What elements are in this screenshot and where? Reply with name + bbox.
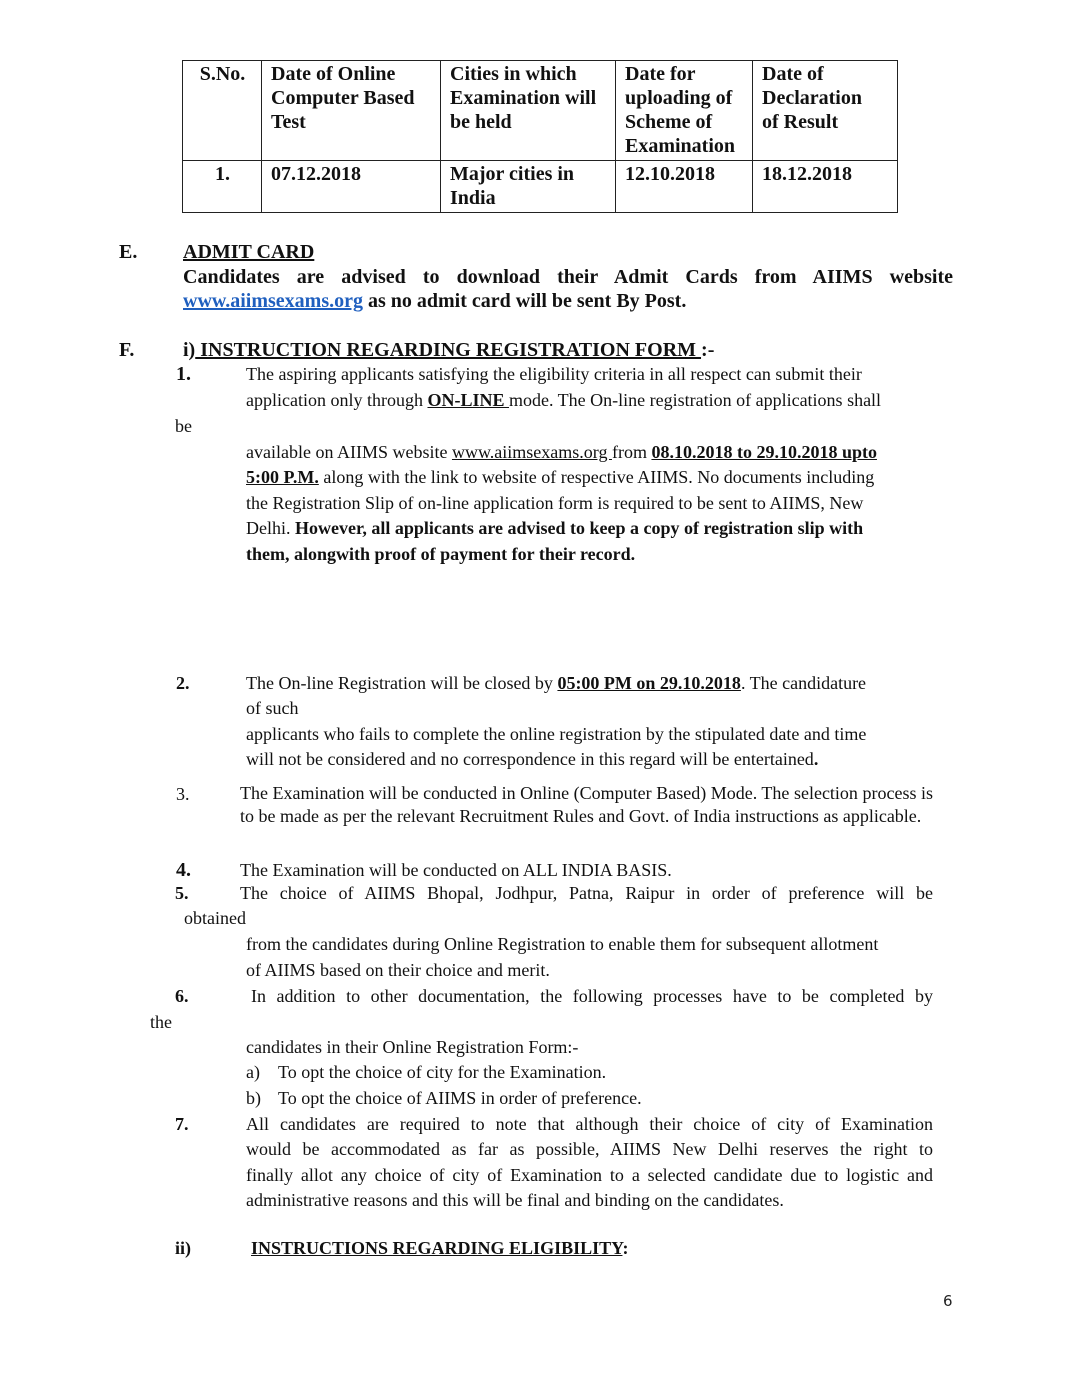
item-2-line3: applicants who fails to complete the online registration by the stipulated date and time [246, 724, 867, 744]
item-1-line1: The aspiring applicants satisfying the eligibility criteria in all respect can submit their [246, 364, 862, 384]
schedule-table [182, 60, 898, 213]
item-6-sub-b-text: To opt the choice of AIIMS in order of preference. [278, 1088, 642, 1108]
section-e-line2: www.aiimsexams.org as no admit card will be sent By Post. [183, 290, 687, 312]
section-e-line1: Candidates are advised to download their Admit Cards from AIIMS website [183, 266, 953, 288]
item-6-number: 6. [175, 986, 189, 1006]
table-row [183, 161, 898, 213]
section-e-title: ADMIT CARD [183, 241, 315, 263]
item-1-number: 1. [176, 363, 191, 385]
item-5-line3: from the candidates during Online Registration to enable them for subsequent allotment [246, 934, 879, 954]
section-e-letter: E. [119, 241, 138, 263]
item-6-line3: candidates in their Online Registration Form:- [246, 1037, 579, 1057]
item-7-number: 7. [175, 1114, 189, 1134]
header-scheme-date: Date for uploading of Scheme of Examination [616, 61, 753, 161]
header-sno: S.No. [183, 61, 262, 161]
item-6-sub-a-text: To opt the choice of city for the Examination. [278, 1062, 607, 1082]
item-1-line2: application only through ON-LINE mode. The On-line registration of applications shall [246, 390, 882, 410]
item-4-text: The Examination will be conducted on ALL INDIA BASIS. [240, 860, 672, 880]
item-7-line2: would be accommodated as far as possible, AIIMS New Delhi reserves the right to [246, 1139, 933, 1159]
item-1-line5: 5:00 P.M. along with the link to website of respective AIIMS. No documents including [246, 467, 875, 487]
item-5-line1: The choice of AIIMS Bhopal, Jodhpur, Patna, Raipur in order of preference will be [240, 883, 933, 903]
cell-result-date: 18.12.2018 [753, 161, 898, 213]
subsection-ii-label: ii) [175, 1238, 191, 1258]
item-2-line4: will not be considered and no correspondence in this regard will be entertained. [246, 749, 819, 769]
item-5-number: 5. [175, 883, 189, 903]
item-2-line1: The On-line Registration will be closed by 05:00 PM on 29.10.2018. The candidature [246, 673, 867, 693]
item-1-line8: them, alongwith proof of payment for their record. [246, 544, 636, 564]
cell-cities: Major cities in India [441, 161, 616, 213]
section-f-heading: i) INSTRUCTION REGARDING REGISTRATION FORM :- [183, 339, 715, 361]
item-6-sub-a-label: a) [246, 1062, 260, 1082]
item-1-line3: be [175, 416, 192, 436]
item-7-line3: finally allot any choice of city of Examination to a selected candidate due to logistic and [246, 1165, 933, 1185]
item-2-number: 2. [176, 673, 190, 693]
item-4-number: 4. [176, 859, 191, 881]
item-5-line4: of AIIMS based on their choice and merit. [246, 960, 550, 980]
item-1-line7: Delhi. However, all applicants are advised to keep a copy of registration slip with [246, 518, 864, 538]
table-header-row [183, 61, 898, 161]
item-5-line2: obtained [184, 908, 246, 928]
item-6-line2: the [150, 1012, 172, 1032]
item-1-line6: the Registration Slip of on-line application form is required to be sent to AIIMS, New [246, 493, 864, 513]
page-number: 6 [943, 1292, 953, 1310]
header-result-date: Date of Declaration of Result [753, 61, 898, 161]
item-7-line1: All candidates are required to note that although their choice of city of Examination [246, 1114, 933, 1134]
item-3-text: The Examination will be conducted in Online (Computer Based) Mode. The selection process is to be made as per the relevant Recruitment Rules and Govt. of India instructions as applicable. [240, 783, 933, 826]
cell-scheme-date: 12.10.2018 [616, 161, 753, 213]
aiims-website-link[interactable]: www.aiimsexams.org [183, 290, 363, 312]
item-1-line4: available on AIIMS website www.aiimsexams.org from 08.10.2018 to 29.10.2018 upto [246, 442, 877, 462]
subsection-ii-heading: INSTRUCTIONS REGARDING ELIGIBILITY: [251, 1238, 629, 1258]
cell-test-date: 07.12.2018 [262, 161, 441, 213]
section-f-letter: F. [119, 339, 135, 361]
header-test-date: Date of Online Computer Based Test [262, 61, 441, 161]
header-cities: Cities in which Examination will be held [441, 61, 616, 161]
item-3-number: 3. [176, 784, 190, 804]
cell-sno: 1. [183, 161, 262, 213]
item-7-line4: administrative reasons and this will be final and binding on the candidates. [246, 1190, 784, 1210]
item-6-line1: In addition to other documentation, the following processes have to be completed by [251, 986, 933, 1006]
item-6-sub-b-label: b) [246, 1088, 261, 1108]
item-2-line2: of such [246, 698, 299, 718]
